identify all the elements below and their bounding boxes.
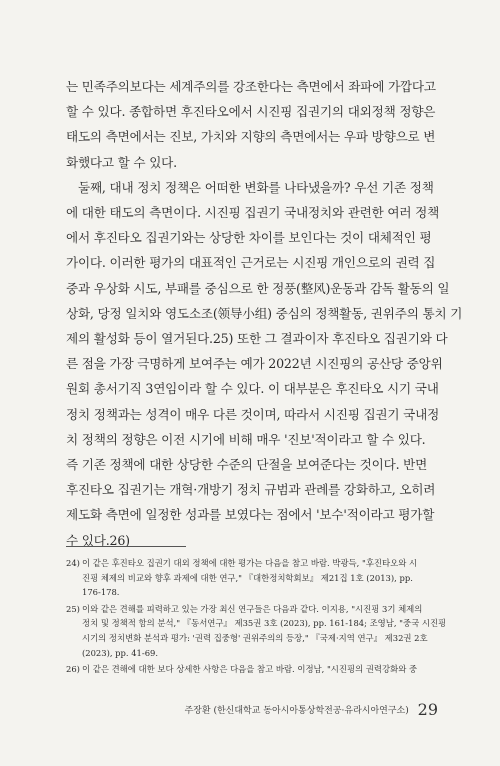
footnote-line: 176-178. [82, 587, 120, 598]
footer-affiliation: (한신대학교 동아시아통상학전공·유라시아연구소) [213, 706, 409, 716]
text-line: 에 대한 태도의 측면이다. 시진핑 집권기 국내정치와 관련한 여러 정책 [66, 205, 440, 221]
footnotes [66, 556, 447, 679]
text-line: 가이다. 이러한 평가의 대표적인 근거로는 시진핑 개인으로의 권력 집 [66, 255, 436, 271]
text-line: 수 있다.26) [66, 532, 130, 548]
text-line: 후진타오 집권기는 개혁·개방기 정치 규범과 관례를 강화하고, 오히려 [66, 482, 436, 498]
text-line: 른 점을 가장 극명하게 보여주는 예가 2022년 시진핑의 공산당 중앙위 [66, 356, 443, 372]
text-line: 둘째, 대내 정치 정책은 어떠한 변화를 나타냈을까? 우선 기존 정책 [78, 179, 434, 195]
text-line: 중과 우상화 시도, 부패를 중심으로 한 정풍(整风)운동과 감독 활동의 일 [66, 280, 450, 296]
page-number: 29 [417, 700, 438, 719]
text-line: 제도화 측면에 일정한 성과를 보였다는 점에서 '보수'적이라고 평가할 [66, 507, 435, 523]
footnote-line: 이 같은 견해에 대한 보다 상세한 사항은 다음을 참고 바람. 이정남, "시진핑의 권력강화와 중 [82, 664, 418, 675]
footer-author: 주장환 [184, 706, 211, 716]
footnote-line: 시기의 정치변화 분석과 평가: '권력 집중형' 권위주의의 등장," 『국제·지역 연구』 제32권 2호 [82, 632, 428, 643]
text-line: 태도의 측면에서는 진보, 가치와 지향의 측면에서는 우파 방향으로 변 [66, 129, 436, 145]
text-line: 에서 후진타오 집권기와는 상당한 차이를 보인다는 것이 대체적인 평 [66, 230, 432, 246]
footnote-divider [66, 546, 186, 547]
text-line: 제의 활성화 등이 열거된다.25) 또한 그 결과이자 후진타오 집권기와 다 [66, 331, 448, 347]
footnote-number: 24) [66, 558, 80, 568]
footnote-line: 이 같은 후진타오 집권기 대외 정책에 대한 평가는 다음을 참고 바람. 박광득, "후진타오와 시 [82, 558, 418, 568]
text-line: 정치 정책과는 성격이 매우 다른 것이며, 따라서 시진핑 집권기 국내정 [66, 406, 440, 422]
footnote-25 [66, 602, 447, 660]
text-line: 할 수 있다. 종합하면 후진타오에서 시진핑 집권기의 대외정책 정향은 [66, 104, 436, 120]
text-line: 치 정책의 정향은 이전 시기에 비해 매우 '진보'적이라고 할 수 있다. [66, 431, 426, 447]
main-text [66, 74, 463, 553]
footnote-line: 이와 같은 견해를 피력하고 있는 가장 최신 연구들은 다음과 같다. 이지용, "시진핑 3기 체제의 [82, 603, 423, 614]
footnote-line: (2023), pp. 41-69. [82, 647, 159, 658]
text-line: 즉 기존 정책에 대한 상당한 수준의 단절을 보여준다는 것이다. 반면 [66, 457, 428, 473]
text-line: 화했다고 할 수 있다. [66, 154, 177, 170]
page-footer [184, 700, 438, 719]
footnote-line: 정치 및 정책적 함의 분석," 『동서연구』 제35권 3호 (2023), pp. 161-184; 조영남, "중국 시진핑 [82, 618, 447, 629]
footnote-26 [66, 662, 438, 677]
footnote-line: 진핑 체제의 비교와 향후 과제에 대한 연구," 『대한정치학회보』 제21집 1호 (2013), pp. [82, 572, 413, 583]
paragraph-2 [66, 175, 463, 553]
footnote-number: 25) [66, 603, 80, 614]
text-line: 원회 총서기직 3연임이라 할 수 있다. 이 대부분은 후진타오 시기 국내 [66, 381, 439, 397]
text-line: 는 민족주의보다는 세계주의를 강조한다는 측면에서 좌파에 가깝다고 [66, 79, 436, 94]
footnote-24 [66, 556, 438, 600]
text-line: 상화, 당정 일치와 영도소조(领导小组) 중심의 정책활동, 권위주의 통치 기 [66, 305, 463, 321]
paragraph-1 [66, 74, 438, 175]
footnote-number: 26) [66, 664, 80, 675]
